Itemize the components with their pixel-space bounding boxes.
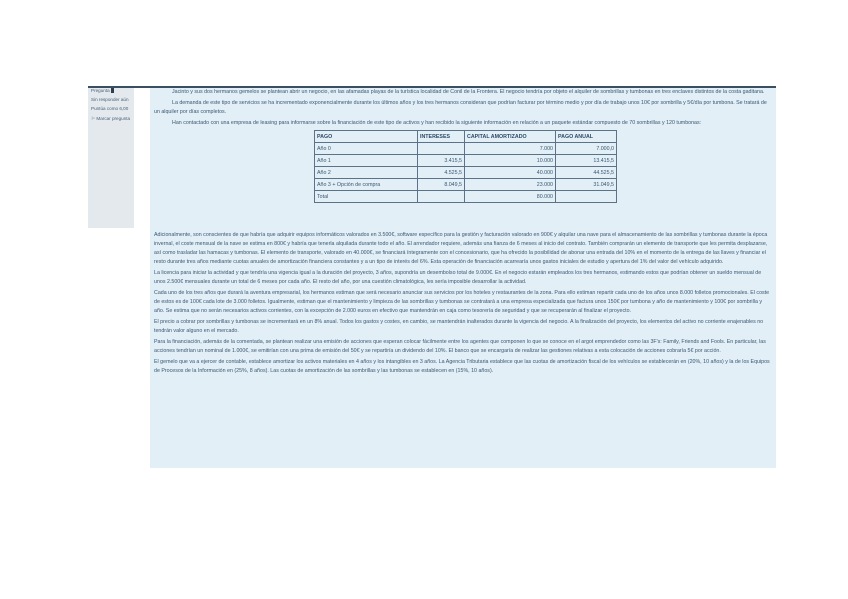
- table-cell: Año 0: [315, 143, 418, 155]
- table-cell: [418, 143, 465, 155]
- table-cell: [418, 191, 465, 203]
- table-row: [315, 155, 617, 167]
- column-header: PAGO: [315, 131, 418, 143]
- table-cell: 40.000: [465, 167, 556, 179]
- table-cell: Año 1: [315, 155, 418, 167]
- body-paragraph: Cada uno de los tres años que durará la aventura empresarial, los hermanos estiman que será necesario anunciar sus servicios por los hoteles y restaurantes de la zona. Para ello estiman repartir cada uno de los años unos 8.000 folletos promocionales. El coste de estos es de 100€ cada lote de 3.000 folletos. Igualmente, estiman que el mantenimiento y limpieza de las sombrillas y tumbonas se contratará a una empresa especializada que factura unos 150€ por tumbona y año de mantenimiento y 100€ por sombrilla y año. Se estima que no serán necesarios activos corrientes, con la excepción de 2.000 euros en efectivo que mantendrán en caja como tesorería de seguridad y que se recuperarán al finalizar el proyecto.: [154, 290, 770, 314]
- table-cell: Año 2: [315, 167, 418, 179]
- table-cell: 8.049,5: [418, 179, 465, 191]
- table-cell: [556, 191, 617, 203]
- body-paragraph: El precio a cobrar por sombrillas y tumbonas se incrementará en un 8% anual. Todos los gastos y costes, en cambio, se mantendrán inalterados durante la vigencia del negocio. A la finalización del proyecto, los elementos del activo no corriente enajenables no tendrán valor alguno en el mercado.: [154, 319, 764, 334]
- table-total-row: [315, 191, 617, 203]
- table-cell: 4.525,5: [418, 167, 465, 179]
- question-text-area: [150, 88, 776, 468]
- question-status: Sin responder aún: [91, 97, 129, 103]
- table-cell: 10.000: [465, 155, 556, 167]
- column-header: CAPITAL AMORTIZADO: [465, 131, 556, 143]
- column-header: PAGO ANUAL: [556, 131, 617, 143]
- table-header-row: [315, 131, 617, 143]
- flag-question-link[interactable]: ⚐ Marcar pregunta: [91, 115, 131, 121]
- table-cell: 23.000: [465, 179, 556, 191]
- table-cell: 80.000: [465, 191, 556, 203]
- table-cell: 3.415,5: [418, 155, 465, 167]
- table-row: [315, 179, 617, 191]
- table-cell: 31.049,5: [556, 179, 617, 191]
- table-cell: 7.000: [465, 143, 556, 155]
- body-paragraph: Para la financiación, además de la comentada, se plantean realizar una emisión de acciones que esperan colocar fácilmente entre los agentes que componen lo que se conoce en el argot emprendedor como las 3F's: Family, Friends and Fools. En particular, las acciones tendrían un nominal de 1.000€, se emitirían con una prima de emisión del 50€ y se repartiría un dividendo del 10%. El banco que se encargaría de realizar las gestiones relativas a esta colocación de acciones cobraría 5€ por acción.: [154, 339, 766, 354]
- flag-icon: ⚐: [91, 115, 96, 121]
- leasing-payment-table: [314, 130, 617, 203]
- intro-paragraph: Jacinto y sus dos hermanos gemelos se plantean abrir un negocio, en las afamadas playas de la turística localidad de Conil de la Frontera. El negocio tendría por objeto el alquiler de sombrillas y tumbonas en tres enclaves distintos de la costa gaditana.: [172, 89, 765, 95]
- question-info-panel: [88, 88, 134, 228]
- intro-paragraph: La demanda de este tipo de servicios se ha incrementado exponencialmente durante los últimos años y los tres hermanos consideran que podrían facturar por término medio y por día de trabajo unos 10€ por sombrilla y 5€/día por tumbona. Se tratará de un alquiler por días completos.: [154, 100, 767, 115]
- body-paragraph: La licencia para iniciar la actividad y que tendría una vigencia igual a la duración del proyecto, 3 años, supondría un desembolso total de 9.000€. En el negocio estarán empleados los tres hermanos, estimando estos que podrían obtener un sueldo mensual de unos 2.500€ mensuales durante un total de 6 meses por cada año. El resto del año, por una cuestión climatológica, les sería imposible desarrollar la actividad.: [154, 270, 762, 285]
- table-row: [315, 167, 617, 179]
- column-header: INTERESES: [418, 131, 465, 143]
- body-paragraph: El gemelo que va a ejercer de contable, establece amortizar los activos materiales en 4 años y los intangibles en 3 años. La Agencia Tributaria establece que las cuotas de amortización fiscal de los vehículos se establecerán en (20%, 10 años) y la de los Equipos de Procesos de la Información en (25%, 8 años). Las cuotas de amortización de las sombrillas y las tumbonas se establecen en (15%, 10 años).: [154, 359, 770, 374]
- table-cell: Total: [315, 191, 418, 203]
- table-cell: Año 3 + Opción de compra: [315, 179, 418, 191]
- table-cell: 13.415,5: [556, 155, 617, 167]
- question-number: Pregunta: [91, 88, 134, 94]
- question-score: Puntúa como 6,00: [91, 106, 129, 112]
- table-cell: 44.525,5: [556, 167, 617, 179]
- question-marker-icon: [111, 88, 114, 93]
- body-paragraph: Adicionalmente, son conscientes de que habría que adquirir equipos informáticos valorados en 3.500€, software específico para la gestión y facturación valorado en 900€ y alquilar una nave para el almacenamiento de las sombrillas y tumbonas durante la época invernal, el coste mensual de la nave se estima en 800€ y habría que tenerla alquilada durante todo el año. El arrendador requiere, además una fianza de 6 meses al inicio del contrato. También comprarán un elemento de transporte que les permita desplazarse, así como trasladar las hamacas y tumbonas. El elemento de transporte, valorado en 40.000€, se financiará íntegramente con el concesionario, que ha ofrecido la posibilidad de abonar una entrada del 10% en el momento de la entrega de las llaves y financiar el resto durante tres años mediante cuotas anuales de amortización financiera constantes y a un tipo de interés del 6%. Esta operación de financiación acarrearía unos gastos iniciales de estudio y apertura del 1% del valor del vehículo adquirido.: [154, 232, 768, 265]
- table-cell: 7.000,0: [556, 143, 617, 155]
- table-row: [315, 143, 617, 155]
- intro-paragraph: Han contactado con una empresa de leasing para informarse sobre la financiación de este tipo de activos y han recibido la siguiente información en relación a un paquete estándar compuesto de 70 sombrillas y 120 tumbonas:: [172, 120, 702, 126]
